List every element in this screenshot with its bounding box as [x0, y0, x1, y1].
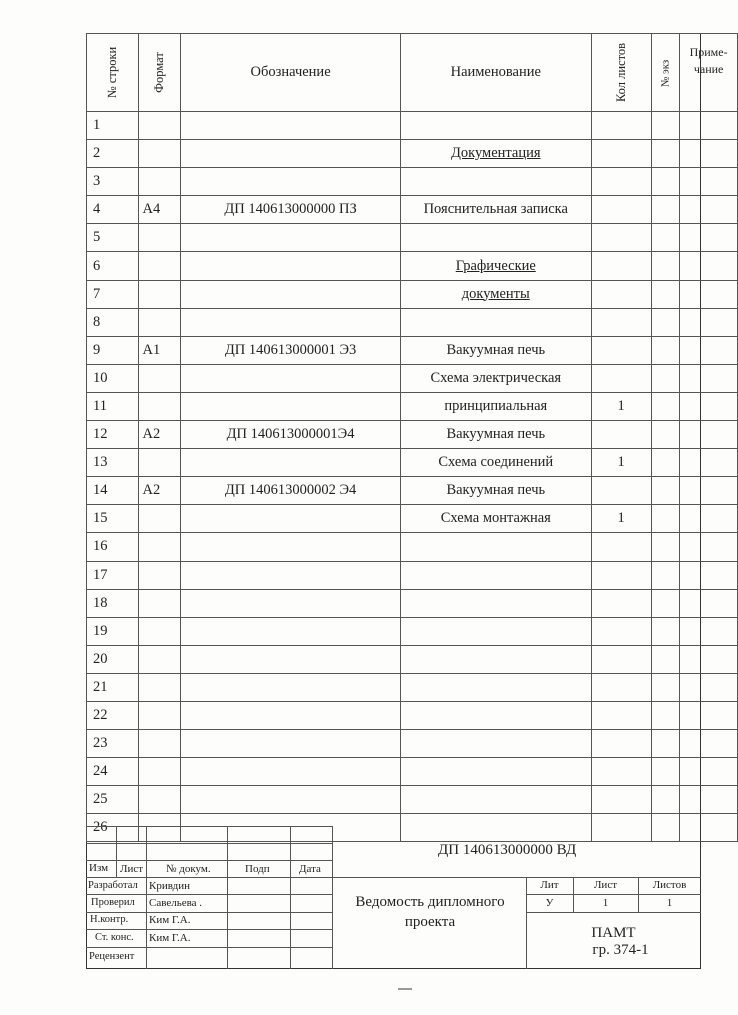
- row-number: [87, 477, 139, 505]
- row-name: [400, 673, 591, 701]
- table-row: [87, 280, 738, 308]
- table-row: [87, 252, 738, 280]
- header-copy-number: № экз: [651, 34, 680, 112]
- row-designation: [181, 252, 401, 280]
- row-sheets-count-text: 1: [617, 397, 625, 414]
- row-number-text: 23: [93, 735, 108, 752]
- row-designation: [181, 673, 401, 701]
- row-copy-number: [651, 140, 680, 168]
- specification-table: [86, 33, 738, 842]
- tb-person-consultant: Ким Г.А.: [149, 932, 191, 944]
- row-copy-number: [651, 364, 680, 392]
- row-number: [87, 617, 139, 645]
- row-number: [87, 421, 139, 449]
- row-sheets-count: [591, 786, 651, 814]
- row-sheets-count: [591, 701, 651, 729]
- row-copy-number: [651, 252, 680, 280]
- row-number: [87, 505, 139, 533]
- row-number-text: 24: [93, 763, 108, 780]
- row-copy-number: [651, 645, 680, 673]
- table-row: [87, 224, 738, 252]
- row-number-text: 17: [93, 566, 108, 583]
- row-format: [139, 786, 181, 814]
- row-designation-text: ДП 140613000001Э4: [226, 426, 355, 443]
- row-format: [139, 280, 181, 308]
- row-format: [139, 701, 181, 729]
- row-note: [680, 589, 738, 617]
- row-sheets-count: [591, 449, 651, 477]
- row-name: [400, 701, 591, 729]
- row-name: [400, 364, 591, 392]
- row-note: [680, 505, 738, 533]
- row-name: [400, 392, 591, 420]
- row-designation: [181, 224, 401, 252]
- row-copy-number: [651, 421, 680, 449]
- row-format: [139, 505, 181, 533]
- row-designation: [181, 364, 401, 392]
- row-name: [400, 140, 591, 168]
- table-row: [87, 814, 738, 842]
- row-name: [400, 308, 591, 336]
- row-format: [139, 533, 181, 561]
- row-designation: [181, 730, 401, 758]
- row-copy-number: [651, 730, 680, 758]
- row-note: [680, 280, 738, 308]
- table-row: [87, 392, 738, 420]
- table-row: [87, 758, 738, 786]
- tb-col-date: Дата: [299, 863, 321, 875]
- row-name-text: Вакуумная печь: [446, 426, 546, 443]
- row-designation: [181, 168, 401, 196]
- header-row-number: № строки: [87, 34, 139, 112]
- row-sheets-count: [591, 758, 651, 786]
- row-format: [139, 477, 181, 505]
- row-format: [139, 252, 181, 280]
- table-row: [87, 673, 738, 701]
- tb-role-norm-control: Н.контр.: [90, 914, 129, 925]
- table-row: [87, 308, 738, 336]
- row-designation: [181, 196, 401, 224]
- row-number-text: 8: [93, 313, 101, 330]
- row-number: [87, 196, 139, 224]
- row-designation: [181, 758, 401, 786]
- row-number-text: 7: [93, 285, 101, 302]
- row-number-text: 2: [93, 145, 101, 162]
- tb-col-sign: Подп: [245, 863, 270, 875]
- row-note: [680, 477, 738, 505]
- row-note: [680, 252, 738, 280]
- row-note: [680, 645, 738, 673]
- table-row: [87, 505, 738, 533]
- row-number-text: 14: [93, 482, 108, 499]
- row-name: [400, 252, 591, 280]
- row-copy-number: [651, 589, 680, 617]
- row-number-text: 18: [93, 594, 108, 611]
- table-row: [87, 196, 738, 224]
- row-name: [400, 336, 591, 364]
- row-sheets-count: [591, 814, 651, 842]
- tb-org-group: гр. 374-1: [592, 942, 649, 958]
- tb-role-developer: Разработал: [88, 880, 138, 891]
- table-row: [87, 561, 738, 589]
- table-row: [87, 449, 738, 477]
- row-number: [87, 589, 139, 617]
- row-sheets-count: [591, 477, 651, 505]
- row-format: [139, 336, 181, 364]
- row-number: [87, 392, 139, 420]
- row-number-text: 16: [93, 538, 108, 555]
- row-copy-number: [651, 336, 680, 364]
- row-designation: [181, 308, 401, 336]
- row-sheets-count: [591, 112, 651, 140]
- row-note: [680, 814, 738, 842]
- row-designation: [181, 561, 401, 589]
- row-copy-number: [651, 533, 680, 561]
- row-designation: [181, 589, 401, 617]
- row-note: [680, 449, 738, 477]
- row-sheets-count: [591, 617, 651, 645]
- row-note: [680, 786, 738, 814]
- row-copy-number: [651, 449, 680, 477]
- row-format-text: А2: [142, 482, 161, 499]
- row-number: [87, 786, 139, 814]
- row-sheets-count: [591, 280, 651, 308]
- scan-mark: [398, 988, 412, 990]
- row-sheets-count: [591, 252, 651, 280]
- row-designation: [181, 617, 401, 645]
- row-number-text: 26: [93, 819, 108, 836]
- row-number-text: 21: [93, 678, 108, 695]
- row-number: [87, 112, 139, 140]
- table-row: [87, 786, 738, 814]
- row-number: [87, 673, 139, 701]
- header-name: Наименование: [400, 34, 591, 112]
- row-copy-number: [651, 814, 680, 842]
- tb-doc-title: Ведомость дипломного проекта: [355, 894, 505, 930]
- row-note: [680, 421, 738, 449]
- row-number-text: 6: [93, 257, 101, 274]
- tb-role-checker: Проверил: [91, 897, 135, 908]
- row-name: [400, 589, 591, 617]
- row-format: [139, 730, 181, 758]
- row-number-text: 11: [93, 397, 107, 414]
- tb-lit-value: У: [545, 897, 554, 909]
- row-sheets-count: [591, 645, 651, 673]
- header-note: Приме-чание: [680, 34, 738, 112]
- row-name: [400, 561, 591, 589]
- row-note: [680, 140, 738, 168]
- tb-organization: [526, 925, 701, 959]
- table-row: [87, 112, 738, 140]
- table-row: [87, 701, 738, 729]
- row-copy-number: [651, 196, 680, 224]
- row-copy-number: [651, 392, 680, 420]
- row-name: [400, 645, 591, 673]
- row-sheets-count: [591, 224, 651, 252]
- row-format: [139, 561, 181, 589]
- row-format: [139, 421, 181, 449]
- tb-doc-code: ДП 140613000000 ВД: [438, 842, 577, 858]
- row-format: [139, 758, 181, 786]
- table-row: [87, 336, 738, 364]
- header-designation: Обозначение: [181, 34, 401, 112]
- row-sheets-count: [591, 589, 651, 617]
- row-sheets-count: [591, 730, 651, 758]
- row-number-text: 4: [93, 201, 101, 218]
- row-note: [680, 617, 738, 645]
- table-row: [87, 477, 738, 505]
- row-designation-text: ДП 140613000001 Э3: [224, 341, 357, 358]
- table-row: [87, 617, 738, 645]
- row-number-text: 22: [93, 707, 108, 724]
- row-copy-number: [651, 561, 680, 589]
- row-number-text: 19: [93, 622, 108, 639]
- row-name-text: Схема электрическая: [430, 369, 562, 386]
- row-designation: [181, 140, 401, 168]
- tb-sheet-value: 1: [602, 897, 609, 909]
- row-number: [87, 140, 139, 168]
- row-designation: [181, 392, 401, 420]
- row-note: [680, 364, 738, 392]
- header-format: Формат: [139, 34, 181, 112]
- row-note: [680, 308, 738, 336]
- row-copy-number: [651, 112, 680, 140]
- row-designation: [181, 477, 401, 505]
- header-sheets-count: Кол листов: [591, 34, 651, 112]
- row-format: [139, 449, 181, 477]
- tb-col-list: Лист: [120, 863, 144, 875]
- row-number-text: 1: [93, 117, 101, 134]
- row-number-text: 3: [93, 173, 101, 190]
- row-note: [680, 730, 738, 758]
- row-sheets-count: [591, 168, 651, 196]
- row-name-text: Графические: [455, 257, 536, 274]
- tb-col-izm: Изм: [89, 862, 109, 874]
- row-number: [87, 561, 139, 589]
- row-copy-number: [651, 168, 680, 196]
- row-sheets-count: [591, 421, 651, 449]
- table-row: [87, 421, 738, 449]
- row-number: [87, 449, 139, 477]
- tb-role-consultant: Ст. конс.: [95, 932, 134, 943]
- row-copy-number: [651, 477, 680, 505]
- row-designation: [181, 112, 401, 140]
- row-format-text: А4: [142, 201, 161, 218]
- row-name-text: Вакуумная печь: [446, 341, 546, 358]
- row-number: [87, 758, 139, 786]
- row-note: [680, 561, 738, 589]
- tb-sheets-label: Листов: [652, 879, 687, 891]
- table-row: [87, 364, 738, 392]
- row-format: [139, 645, 181, 673]
- row-note: [680, 336, 738, 364]
- row-copy-number: [651, 617, 680, 645]
- row-sheets-count: [591, 505, 651, 533]
- row-number-text: 25: [93, 791, 108, 808]
- row-note: [680, 196, 738, 224]
- row-format: [139, 589, 181, 617]
- row-name-text: принципиальная: [444, 397, 548, 414]
- tb-role-reviewer: Рецензент: [89, 951, 135, 962]
- row-name: [400, 730, 591, 758]
- row-note: [680, 701, 738, 729]
- row-sheets-count-text: 1: [617, 454, 625, 471]
- row-name-text: Пояснительная записка: [423, 201, 568, 218]
- row-designation: [181, 449, 401, 477]
- row-name: [400, 196, 591, 224]
- row-format-text: А1: [142, 341, 161, 358]
- row-name-text: документы: [461, 285, 530, 302]
- table-row: [87, 168, 738, 196]
- row-designation: [181, 336, 401, 364]
- row-copy-number: [651, 673, 680, 701]
- row-name: [400, 168, 591, 196]
- row-number-text: 15: [93, 510, 108, 527]
- row-designation: [181, 280, 401, 308]
- row-designation: [181, 701, 401, 729]
- row-designation: [181, 533, 401, 561]
- row-copy-number: [651, 280, 680, 308]
- row-format: [139, 112, 181, 140]
- tb-person-norm-control: Ким Г.А.: [149, 914, 191, 926]
- row-sheets-count: [591, 336, 651, 364]
- row-format: [139, 673, 181, 701]
- row-number-text: 13: [93, 454, 108, 471]
- row-note: [680, 392, 738, 420]
- row-number-text: 12: [93, 426, 108, 443]
- row-name: [400, 758, 591, 786]
- row-format: [139, 196, 181, 224]
- row-number: [87, 645, 139, 673]
- row-note: [680, 224, 738, 252]
- row-number-text: 10: [93, 369, 108, 386]
- row-name: [400, 814, 591, 842]
- row-note: [680, 112, 738, 140]
- row-number: [87, 168, 139, 196]
- row-note: [680, 533, 738, 561]
- row-name-text: Схема соединений: [438, 454, 554, 471]
- row-number: [87, 814, 139, 842]
- row-sheets-count: [591, 561, 651, 589]
- row-number: [87, 336, 139, 364]
- row-sheets-count: [591, 533, 651, 561]
- row-designation: [181, 786, 401, 814]
- row-note: [680, 673, 738, 701]
- row-copy-number: [651, 758, 680, 786]
- table-row: [87, 589, 738, 617]
- row-copy-number: [651, 786, 680, 814]
- tb-lit-label: Лит: [540, 879, 559, 891]
- row-format: [139, 308, 181, 336]
- table-row: [87, 140, 738, 168]
- row-number: [87, 224, 139, 252]
- row-number: [87, 701, 139, 729]
- row-sheets-count: [591, 392, 651, 420]
- row-name: [400, 112, 591, 140]
- row-number: [87, 280, 139, 308]
- row-format: [139, 617, 181, 645]
- row-copy-number: [651, 505, 680, 533]
- row-number: [87, 533, 139, 561]
- row-sheets-count: [591, 308, 651, 336]
- table-row: [87, 645, 738, 673]
- row-designation-text: ДП 140613000000 ПЗ: [224, 201, 357, 218]
- row-name: [400, 280, 591, 308]
- row-name: [400, 477, 591, 505]
- table-header-row: [87, 34, 738, 112]
- row-format: [139, 224, 181, 252]
- row-name: [400, 421, 591, 449]
- table-row: [87, 730, 738, 758]
- row-name-text: Вакуумная печь: [446, 482, 546, 499]
- row-name: [400, 617, 591, 645]
- tb-person-checker: Савельева .: [149, 897, 203, 909]
- row-name-text: Документация: [450, 145, 541, 162]
- row-designation: [181, 505, 401, 533]
- row-designation: [181, 645, 401, 673]
- row-format: [139, 392, 181, 420]
- row-number-text: 5: [93, 229, 101, 246]
- row-number: [87, 252, 139, 280]
- row-sheets-count: [591, 196, 651, 224]
- row-sheets-count: [591, 673, 651, 701]
- row-note: [680, 168, 738, 196]
- row-copy-number: [651, 701, 680, 729]
- row-designation-text: ДП 140613000002 Э4: [224, 482, 357, 499]
- row-number-text: 20: [93, 650, 108, 667]
- row-copy-number: [651, 224, 680, 252]
- row-format: [139, 140, 181, 168]
- tb-sheets-value: 1: [666, 897, 673, 909]
- row-name: [400, 786, 591, 814]
- tb-col-docnum: № докум.: [166, 863, 211, 875]
- row-number: [87, 730, 139, 758]
- row-sheets-count-text: 1: [617, 510, 625, 527]
- row-format: [139, 168, 181, 196]
- row-sheets-count: [591, 140, 651, 168]
- row-format: [139, 364, 181, 392]
- row-designation: [181, 421, 401, 449]
- row-name: [400, 533, 591, 561]
- row-number-text: 9: [93, 341, 101, 358]
- row-copy-number: [651, 308, 680, 336]
- row-number: [87, 308, 139, 336]
- row-note: [680, 758, 738, 786]
- row-name: [400, 224, 591, 252]
- row-format-text: А2: [142, 426, 161, 443]
- row-name-text: Схема монтажная: [440, 510, 551, 527]
- tb-person-developer: Кривдин: [149, 880, 191, 892]
- tb-org-name: ПАМТ: [591, 925, 636, 941]
- row-name: [400, 505, 591, 533]
- tb-sheet-label: Лист: [593, 879, 618, 891]
- row-sheets-count: [591, 364, 651, 392]
- row-name: [400, 449, 591, 477]
- row-number: [87, 364, 139, 392]
- table-row: [87, 533, 738, 561]
